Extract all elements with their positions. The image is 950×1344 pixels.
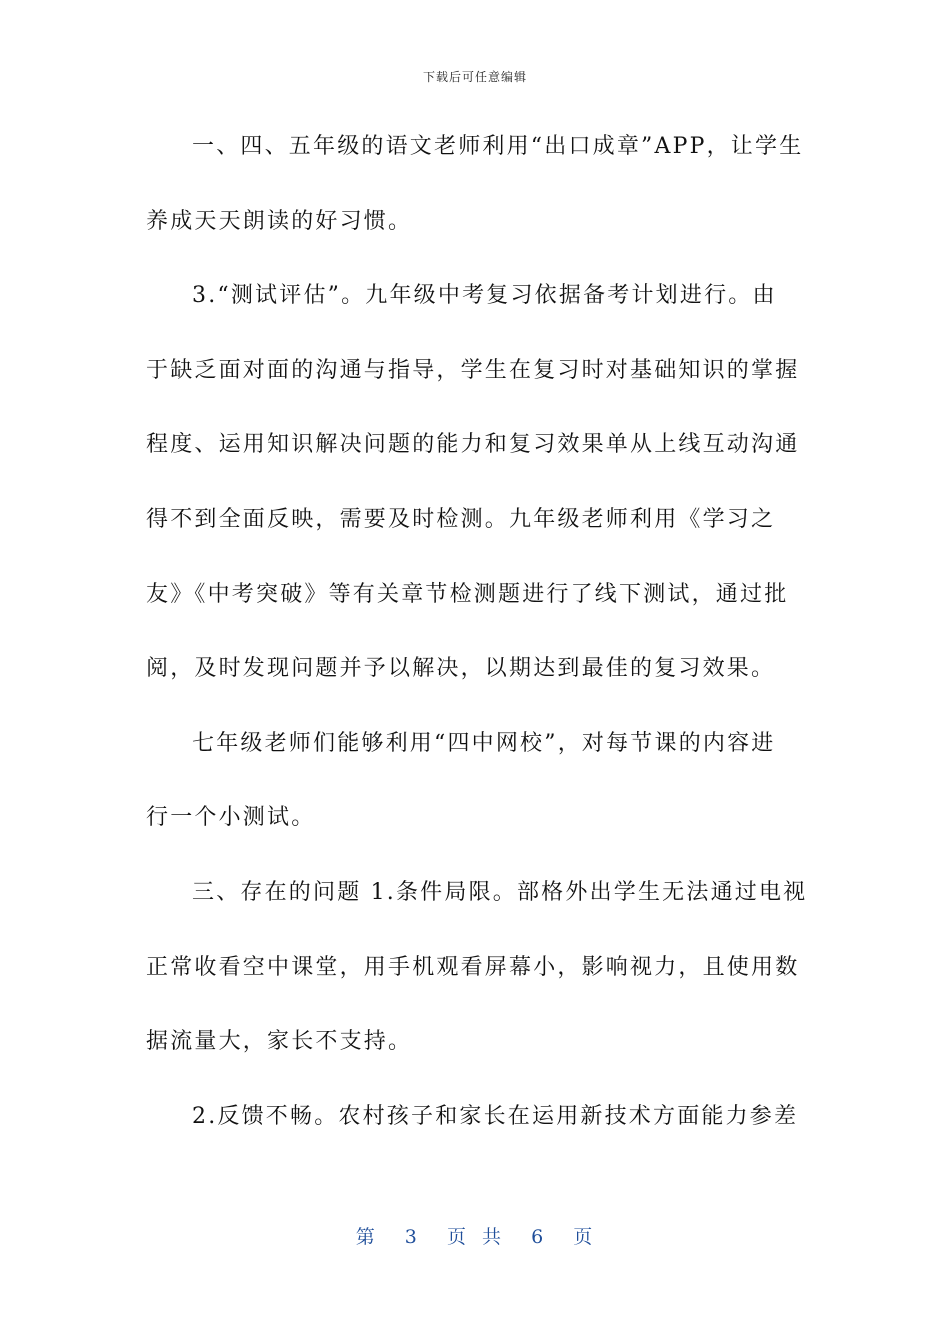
text-line: 七年级老师们能够利用“四中网校”，对每节课的内容进: [192, 730, 776, 756]
text-line: 正常收看空中课堂，用手机观看屏幕小，影响视力，且使用数: [146, 954, 800, 980]
text-line: 得不到全面反映，需要及时检测。九年级老师利用《学习之: [146, 506, 776, 532]
text-line: 据流量大，家长不支持。: [146, 1029, 413, 1055]
page-number-footer: 第 3 页 共 6 页: [355, 1226, 595, 1248]
text-line: 2.反馈不畅。农村孩子和家长在运用新技术方面能力参差: [192, 1103, 799, 1129]
text-line: 3.“测试评估”。九年级中考复习依据备考计划进行。由: [192, 283, 777, 309]
text-line: 友》《中考突破》等有关章节检测题进行了线下测试，通过批: [146, 581, 789, 607]
page-header: 下载后可任意编辑: [422, 70, 527, 84]
document-body: [146, 118, 806, 1162]
text-line: 于缺乏面对面的沟通与指导，学生在复习时对基础知识的掌握: [146, 357, 800, 383]
text-line: 程度、运用知识解决问题的能力和复习效果单从上线互动沟通: [146, 432, 800, 458]
text-line: 三、存在的问题 1.条件局限。部格外出学生无法通过电视: [192, 879, 808, 905]
text-line: 行一个小测试。: [146, 805, 316, 831]
text-line: 养成天天朗读的好习惯。: [146, 208, 413, 234]
text-line: 一、四、五年级的语文老师利用“出口成章”APP，让学生: [192, 134, 804, 159]
text-line: 阅，及时发现问题并予以解决，以期达到最佳的复习效果。: [146, 656, 776, 682]
